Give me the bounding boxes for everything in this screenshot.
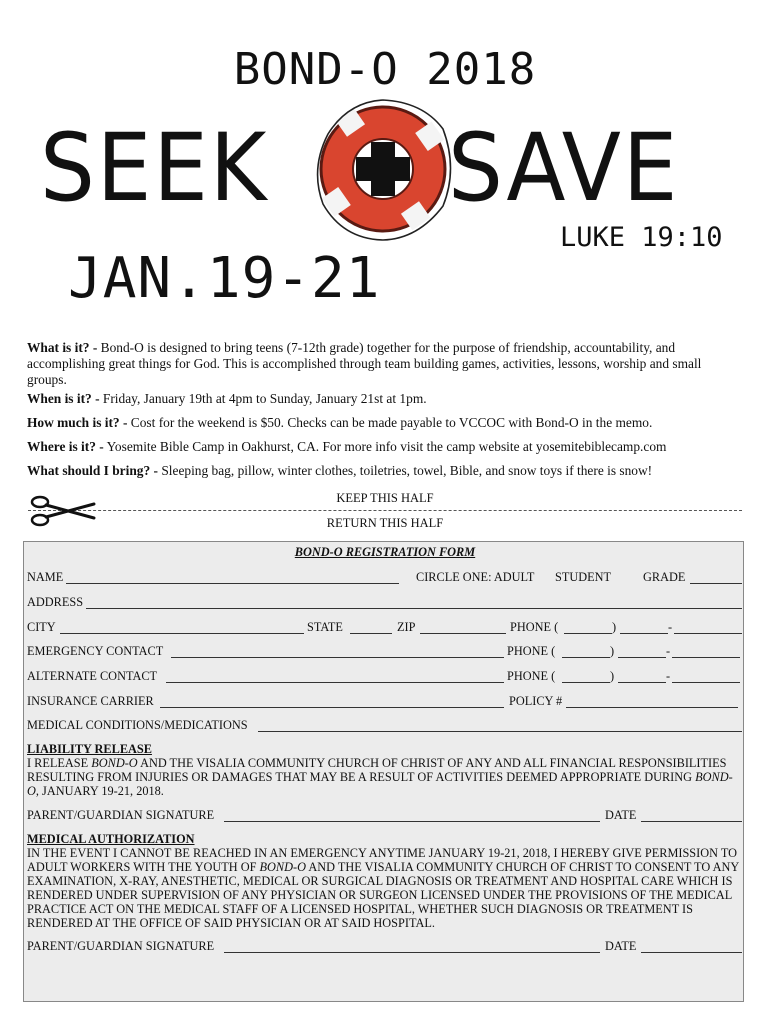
return-half-label: RETURN THIS HALF <box>326 516 444 530</box>
policy-label: POLICY # <box>509 694 563 708</box>
zip-field[interactable] <box>420 633 506 634</box>
emergency-phone-number-field[interactable] <box>672 657 740 658</box>
state-label: STATE <box>307 620 343 634</box>
save-heading: SAVE <box>448 114 680 223</box>
alternate-phone-area-field[interactable] <box>562 682 610 683</box>
medical-date-field[interactable] <box>641 952 742 953</box>
alternate-phone-label: PHONE ( <box>507 669 556 683</box>
date-label: DATE <box>605 939 637 953</box>
alternate-contact-label: ALTERNATE CONTACT <box>27 669 158 683</box>
alternate-phone-prefix-field[interactable] <box>618 682 666 683</box>
city-label: CITY <box>27 620 56 634</box>
phone-paren: ) <box>612 620 617 634</box>
info-when: When is it? - Friday, January 19th at 4pm to Sunday, January 21st at 1pm. <box>27 391 427 406</box>
circle-one-label: CIRCLE ONE: ADULT <box>416 570 535 584</box>
phone-label: PHONE ( <box>510 620 559 634</box>
scripture-reference: LUKE 19:10 <box>560 222 723 253</box>
phone-dash: - <box>668 620 673 634</box>
state-field[interactable] <box>350 633 392 634</box>
signature-label: PARENT/GUARDIAN SIGNATURE <box>27 939 215 953</box>
liability-date-field[interactable] <box>641 821 742 822</box>
liability-text: I RELEASE BOND-O AND THE VISALIA COMMUNITY CHURCH OF CHRIST OF ANY AND ALL FINANCIAL RESPONSIBILITIES RESULTING FROM INJURIES OR DAMAGES THAT MAY BE A RESULT OF ACTIVITIES DEEMED APPROPRIATE DURING BOND-O, JANUARY 19-21, 2018. <box>27 756 733 798</box>
name-field[interactable] <box>66 583 399 584</box>
emergency-contact-label: EMERGENCY CONTACT <box>27 644 164 658</box>
phone-dash: - <box>666 669 671 683</box>
date-label: DATE <box>605 808 637 822</box>
grade-field[interactable] <box>690 583 742 584</box>
alternate-phone-number-field[interactable] <box>672 682 740 683</box>
event-dates: JAN.19-21 <box>68 246 381 311</box>
insurance-carrier-field[interactable] <box>160 707 504 708</box>
signature-label: PARENT/GUARDIAN SIGNATURE <box>27 808 215 822</box>
medical-authorization-heading: MEDICAL AUTHORIZATION <box>27 832 195 846</box>
info-what: What is it? - Bond-O is designed to bring teens (7-12th grade) together for the purpose of friendship, accountability, and accomplishing great things for God. This is accomplished through team building games, activities, lessons, worship and small groups. <box>27 340 702 387</box>
phone-number-field[interactable] <box>674 633 742 634</box>
phone-dash: - <box>666 644 671 658</box>
phone-area-field[interactable] <box>564 633 612 634</box>
life-buoy-icon <box>308 94 458 244</box>
medical-conditions-field[interactable] <box>258 731 742 732</box>
liability-heading: LIABILITY RELEASE <box>27 742 152 756</box>
cut-line <box>28 510 742 511</box>
phone-prefix-field[interactable] <box>620 633 668 634</box>
city-field[interactable] <box>60 633 304 634</box>
grade-label: GRADE <box>643 570 686 584</box>
event-title: BOND-O 2018 <box>233 44 537 95</box>
medical-authorization-text: IN THE EVENT I CANNOT BE REACHED IN AN EMERGENCY ANYTIME JANUARY 19-21, 2018, I HEREBY GIVE PERMISSION TO ADULT WORKERS WITH THE YOUTH OF BOND-O AND THE VISALIA COMMUNITY CHURCH OF CHRIST TO CONSENT TO ANY EXAMINATION, X-RAY, ANESTHETIC, MEDICAL OR SURGICAL DIAGNOSIS OR TREATMENT AND HOSPITAL CARE WHICH IS RENDERED UNDER SUPERVISION OF ANY PHYSICIAN OR SURGEON LICENSED UNDER THE PROVISIONS OF THE MEDICAL PRACTICE ACT ON THE MEDICAL STAFF OF A LICENSED HOSPITAL, WHETHER SUCH DIAGNOSIS OR TREATMENT IS RENDERED AT THE OFFICE OF SAID PHYSICIAN OR AT SAID HOSPITAL. <box>27 846 739 930</box>
address-label: ADDRESS <box>27 595 84 609</box>
emergency-contact-field[interactable] <box>171 657 504 658</box>
address-field[interactable] <box>86 608 742 609</box>
alternate-contact-field[interactable] <box>166 682 504 683</box>
medical-signature-field[interactable] <box>224 952 600 953</box>
liability-signature-field[interactable] <box>224 821 600 822</box>
zip-label: ZIP <box>397 620 416 634</box>
emergency-phone-label: PHONE ( <box>507 644 556 658</box>
emergency-phone-prefix-field[interactable] <box>618 657 666 658</box>
phone-paren: ) <box>610 669 615 683</box>
medical-conditions-label: MEDICAL CONDITIONS/MEDICATIONS <box>27 718 248 732</box>
info-bring: What should I bring? - Sleeping bag, pillow, winter clothes, toiletries, towel, Bible, and snow toys if there is snow! <box>27 463 653 478</box>
info-cost: How much is it? - Cost for the weekend is $50. Checks can be made payable to VCCOC with Bond-O in the memo. <box>27 415 653 430</box>
name-label: NAME <box>27 570 64 584</box>
keep-half-label: KEEP THIS HALF <box>336 491 434 505</box>
insurance-carrier-label: INSURANCE CARRIER <box>27 694 154 708</box>
student-option[interactable]: STUDENT <box>555 570 612 584</box>
seek-heading: SEEK <box>40 114 269 223</box>
phone-paren: ) <box>610 644 615 658</box>
policy-field[interactable] <box>566 707 738 708</box>
form-title: BOND-O REGISTRATION FORM <box>294 545 476 559</box>
emergency-phone-area-field[interactable] <box>562 657 610 658</box>
info-where: Where is it? - Yosemite Bible Camp in Oakhurst, CA. For more info visit the camp website at yosemitebiblecamp.com <box>27 439 667 454</box>
